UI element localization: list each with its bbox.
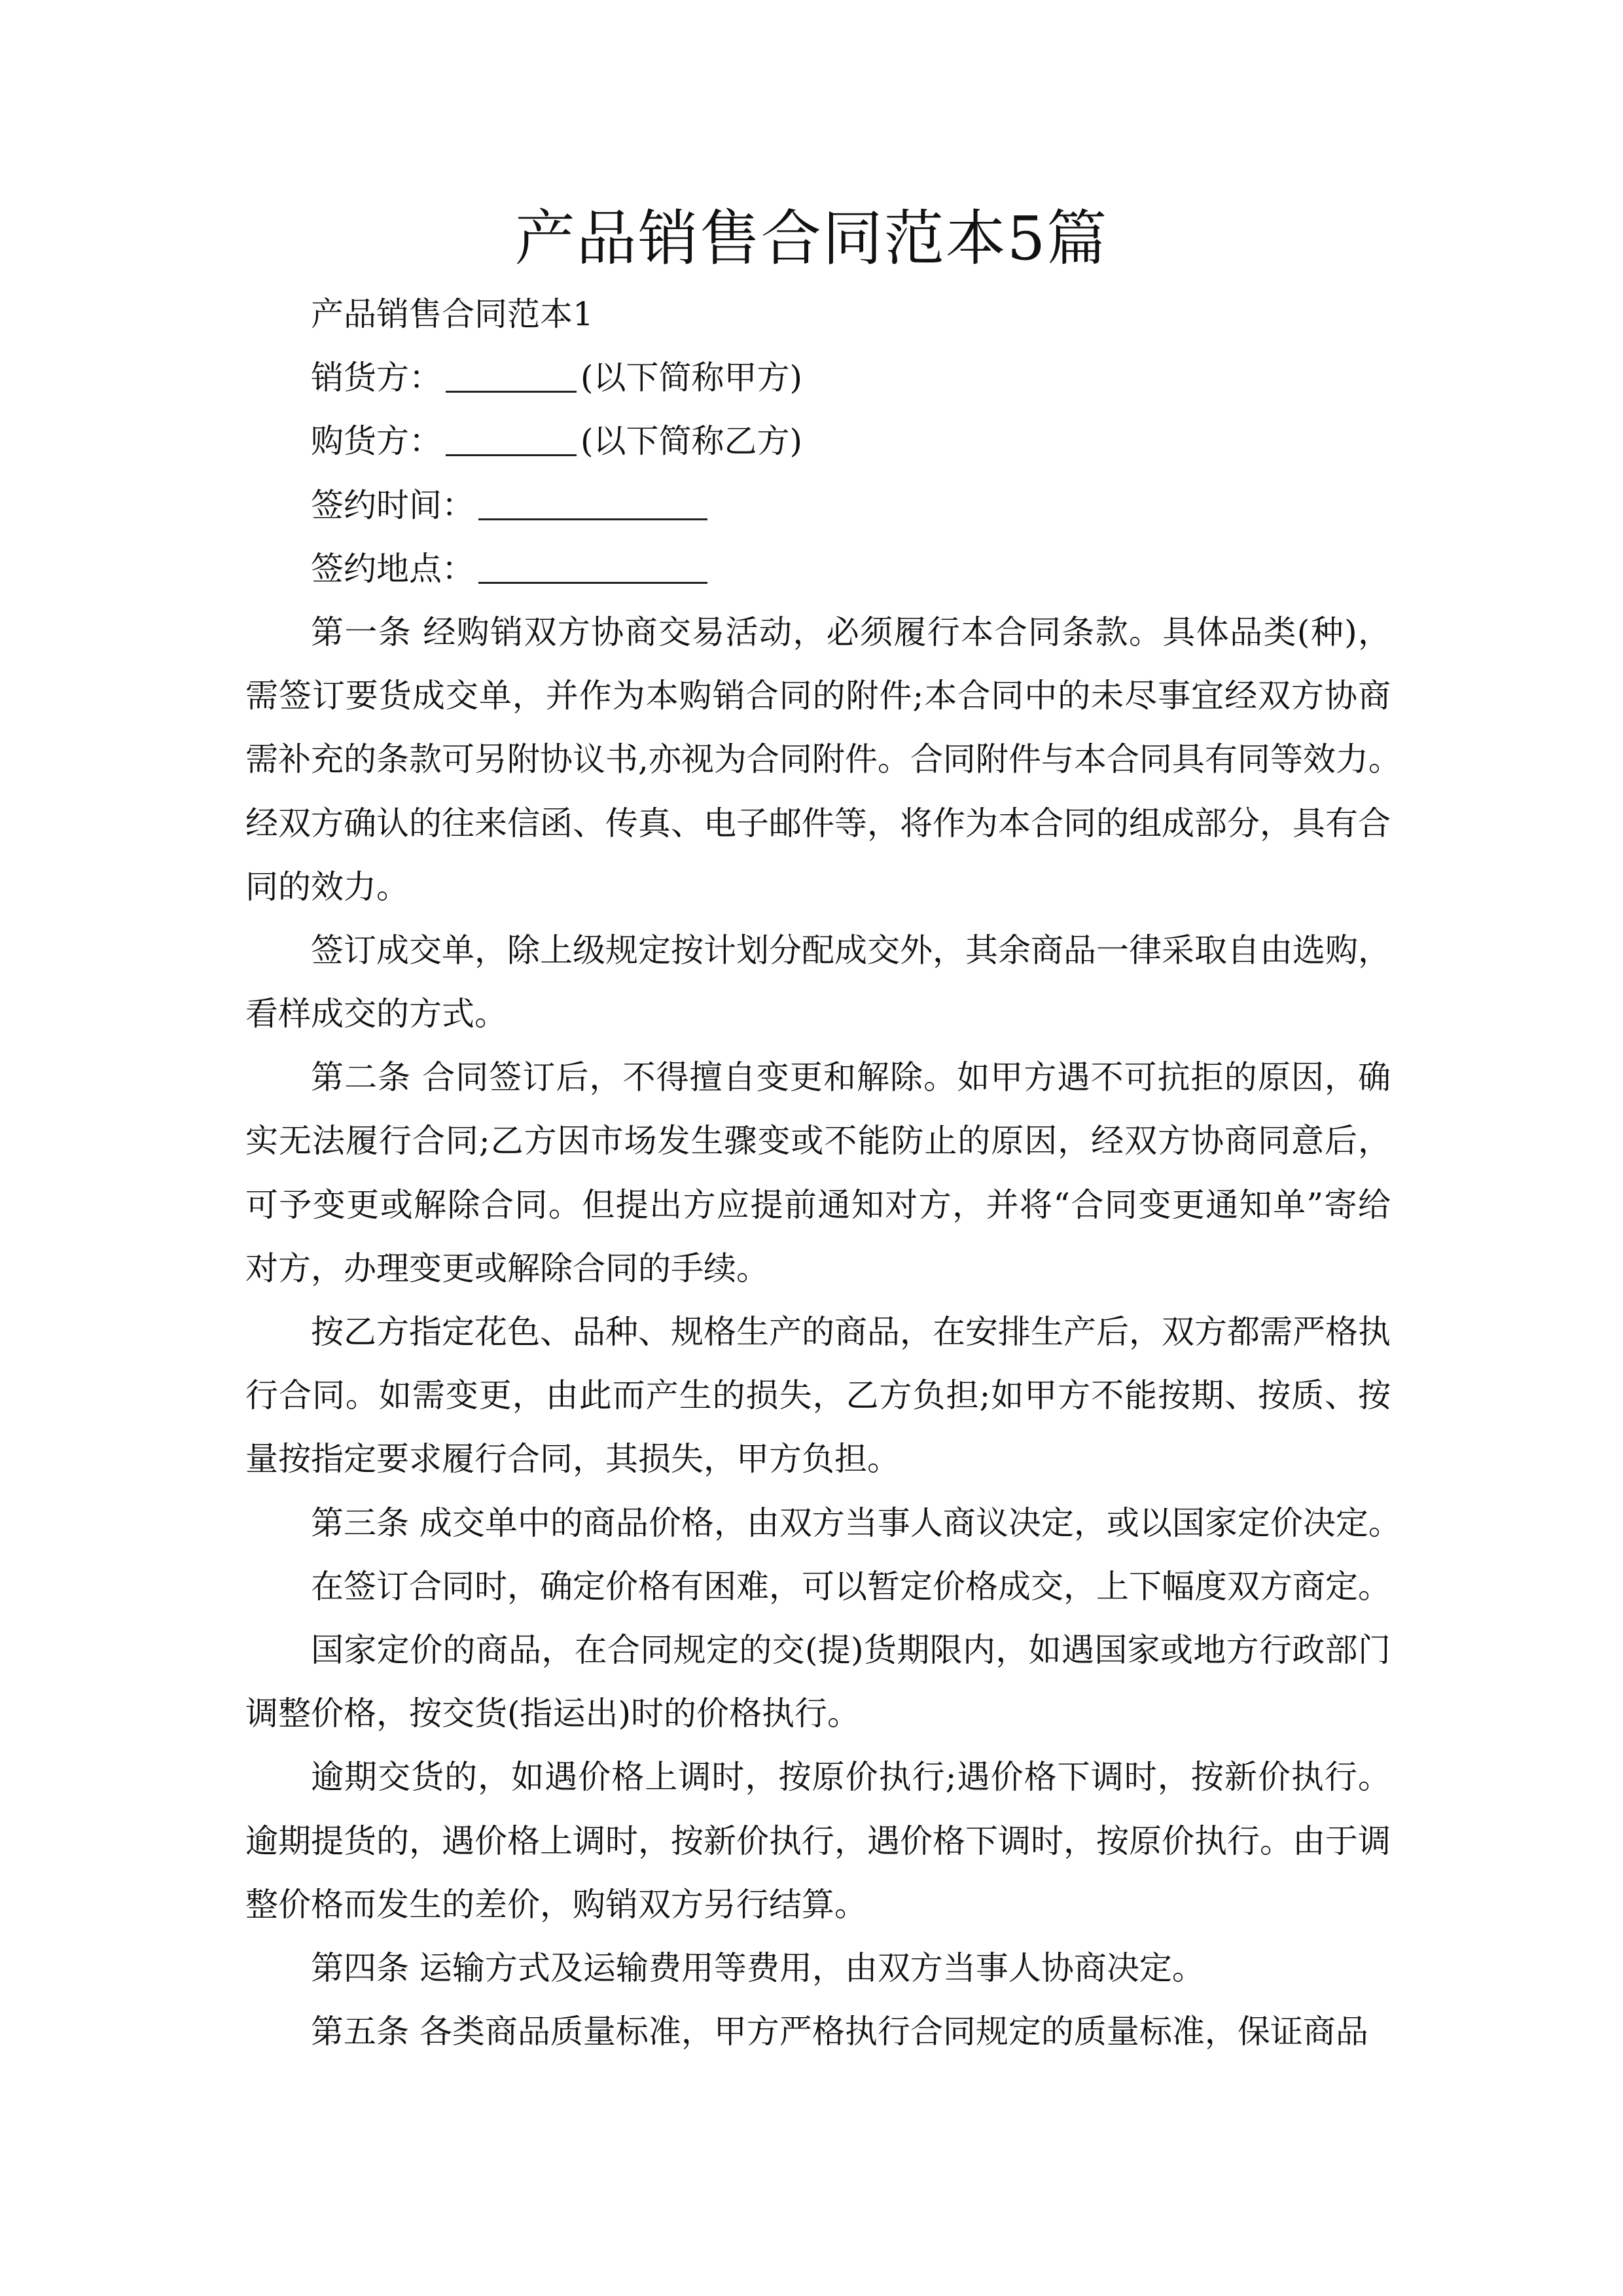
paragraph-line: 可予变更或解除合同。但提出方应提前通知对方，并将“合同变更通知单”寄给 [245, 1185, 1391, 1224]
field-label: 销货方： [311, 359, 442, 397]
field-buyer [245, 410, 1391, 473]
paragraph [245, 1937, 1391, 2000]
section-heading: 产品销售合同范本1 [311, 295, 594, 333]
paragraph [245, 601, 1401, 919]
paragraph-line: 第三条 成交单中的商品价格，由双方当事人商议决定，或以国家定价决定。 [311, 1503, 1401, 1542]
paragraph-line: 调整价格，按交货(指运出)时的价格执行。 [245, 1695, 861, 1733]
field-label: 购货方： [311, 422, 442, 461]
field-suffix: (以下简称甲方) [580, 359, 803, 397]
paragraph-line: 第二条 合同签订后，不得擅自变更和解除。如甲方遇不可抗拒的原因，确 [311, 1058, 1391, 1097]
sign-time-blank[interactable] [478, 480, 707, 520]
paragraph [245, 2000, 1391, 2064]
document-body [245, 283, 1401, 2064]
field-label: 签约地点： [311, 549, 474, 588]
paragraph [245, 1619, 1391, 1746]
paragraph-line: 行合同。如需变更，由此而产生的损失，乙方负担;如甲方不能按期、按质、按 [245, 1376, 1391, 1415]
paragraph-line: 对方，办理变更或解除合同的手续。 [245, 1249, 769, 1287]
paragraph [245, 1746, 1391, 1937]
paragraph-line: 经双方确认的往来信函、传真、电子邮件等，将作为本合同的组成部分，具有合 [245, 804, 1391, 842]
field-sign-place [245, 537, 1391, 601]
field-suffix: (以下简称乙方) [580, 422, 803, 461]
sign-place-blank[interactable] [478, 544, 707, 584]
paragraph-line: 国家定价的商品，在合同规定的交(提)货期限内，如遇国家或地方行政部门 [311, 1630, 1391, 1669]
seller-blank[interactable] [446, 353, 577, 393]
paragraph-line: 实无法履行合同;乙方因市场发生骤变或不能防止的原因，经双方协商同意后， [245, 1122, 1391, 1160]
paragraph-line: 逾期提货的，遇价格上调时，按新价执行，遇价格下调时，按原价执行。由于调 [245, 1821, 1391, 1860]
field-seller [245, 346, 1391, 410]
paragraph-line: 第一条 经购销双方协商交易活动，必须履行本合同条款。具体品类(种)， [311, 613, 1391, 651]
paragraph [245, 1300, 1391, 1492]
paragraph-line: 需签订要货成交单，并作为本购销合同的附件;本合同中的未尽事宜经双方协商 [245, 677, 1391, 715]
field-sign-time [245, 474, 1391, 537]
paragraphs [245, 601, 1401, 2064]
paragraph [245, 1046, 1391, 1300]
field-label: 签约时间： [311, 486, 474, 524]
paragraph-line: 第四条 运输方式及运输费用等费用，由双方当事人协商决定。 [311, 1948, 1205, 1987]
paragraph [245, 1492, 1401, 1555]
paragraph-line: 逾期交货的，如遇价格上调时，按原价执行;遇价格下调时，按新价执行。 [311, 1758, 1391, 1797]
paragraph-line: 按乙方指定花色、品种、规格生产的商品，在安排生产后，双方都需严格执 [311, 1313, 1391, 1351]
paragraph [245, 1555, 1391, 1619]
paragraph-line: 需补充的条款可另附协议书,亦视为合同附件。合同附件与本合同具有同等效力。 [245, 740, 1401, 779]
paragraph-line: 看样成交的方式。 [245, 995, 507, 1033]
paragraph [245, 919, 1391, 1046]
buyer-blank[interactable] [446, 416, 577, 456]
paragraph-line: 整价格而发生的差价，购销双方另行结算。 [245, 1885, 867, 1924]
paragraph-line: 第五条 各类商品质量标准，甲方严格执行合同规定的质量标准，保证商品 [311, 2013, 1368, 2051]
paragraph-line: 量按指定要求履行合同，其损失，甲方负担。 [245, 1440, 900, 1479]
paragraph-line: 同的效力。 [245, 867, 409, 906]
paragraph-line: 签订成交单，除上级规定按计划分配成交外，其余商品一律采取自由选购， [311, 931, 1391, 969]
document-title: 产品销售合同范本5篇 [514, 204, 1109, 274]
paragraph-line: 在签订合同时，确定价格有困难，可以暂定价格成交，上下幅度双方商定。 [311, 1567, 1391, 1605]
